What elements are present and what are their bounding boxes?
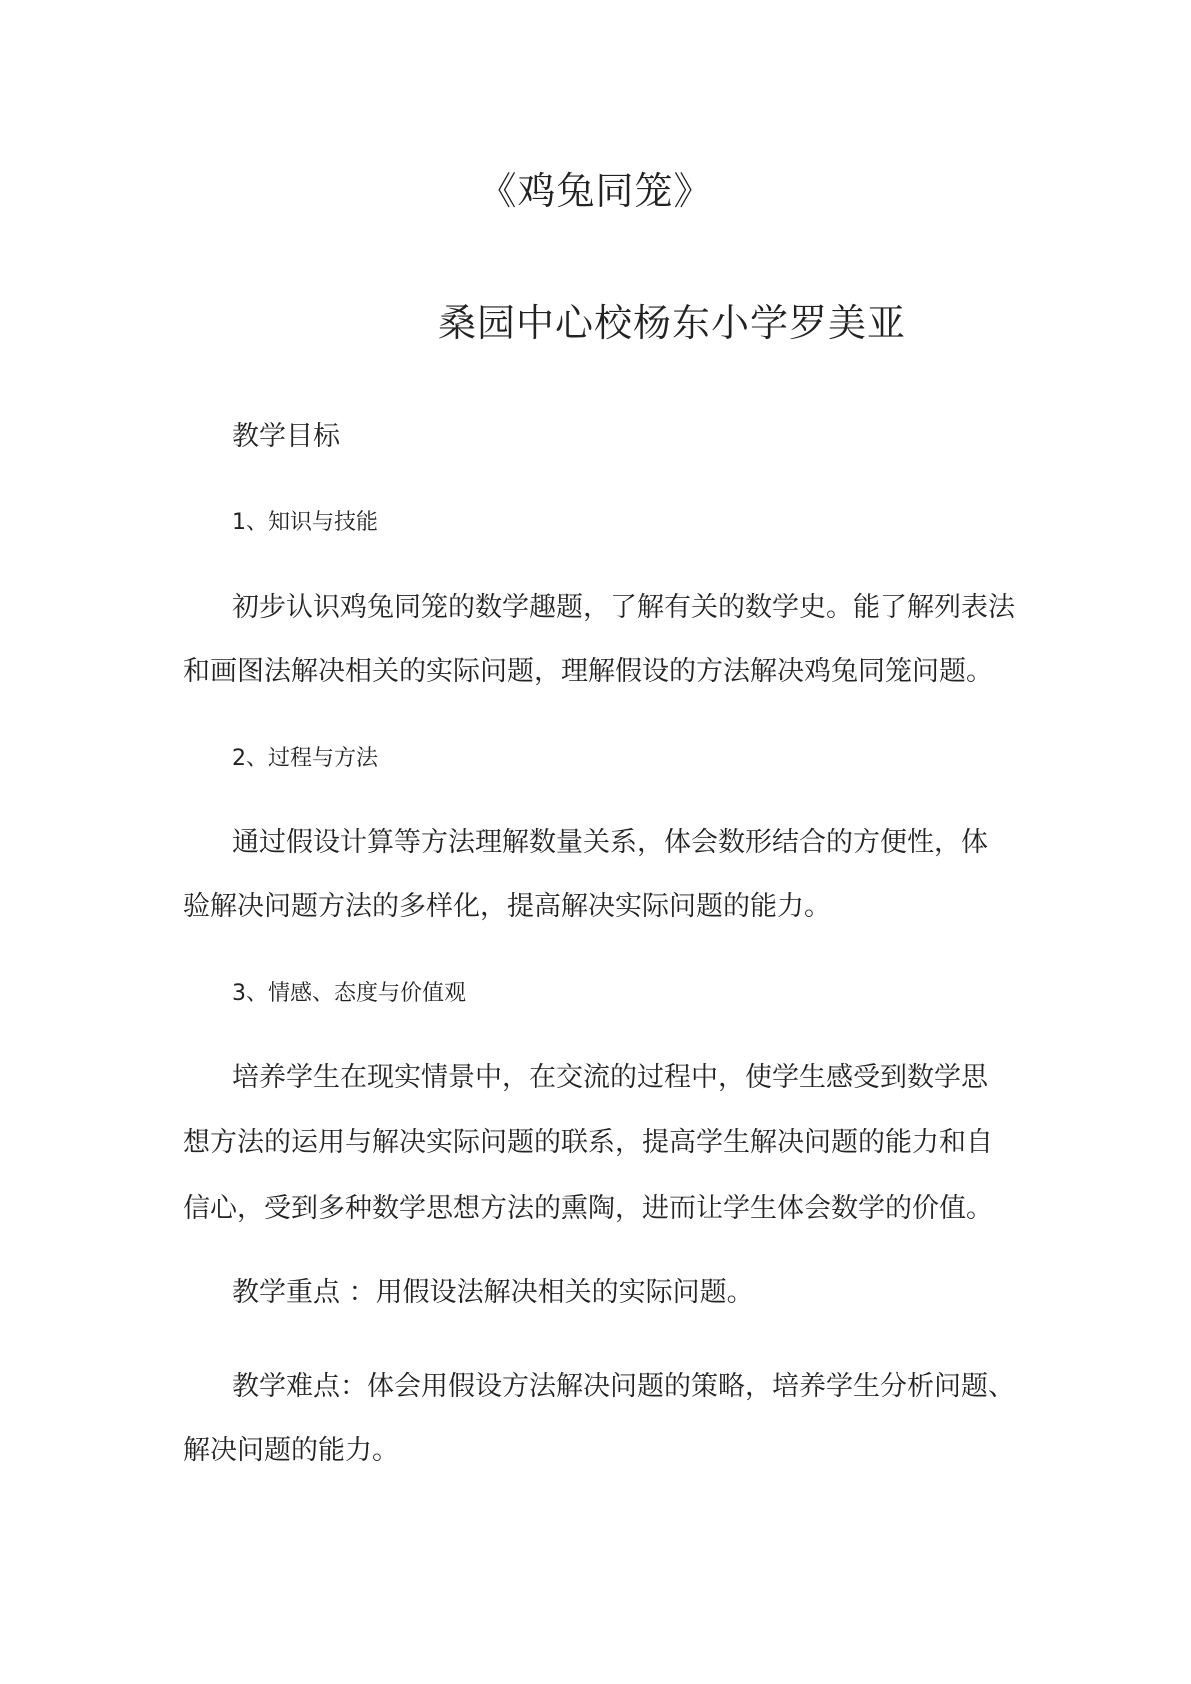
paragraph-line: 想方法的运用与解决实际问题的联系，提高学生解决问题的能力和自 <box>183 1127 993 1158</box>
paragraph-line: 通过假设计算等方法理解数量关系，体会数形结合的方便性，体 <box>232 827 988 858</box>
paragraph-line: 验解决问题方法的多样化，提高解决实际问题的能力。 <box>183 891 831 922</box>
paragraph-line: 培养学生在现实情景中，在交流的过程中，使学生感受到数学思 <box>232 1062 988 1093</box>
heading-teaching-goals: 教学目标 <box>232 421 340 452</box>
paragraph-line: 初步认识鸡兔同笼的数学趣题，了解有关的数学史。能了解列表法 <box>232 592 1015 623</box>
difficulty-line: 解决问题的能力。 <box>183 1435 399 1466</box>
key-point: 教学重点 ：用假设法解决相关的实际问题。 <box>232 1277 754 1308</box>
section-heading-attitude: 3、情感、态度与价值观 <box>232 981 466 1006</box>
section-heading-process: 2、过程与方法 <box>232 746 378 771</box>
document-title: 《鸡兔同笼》 <box>478 169 713 213</box>
paragraph-line: 和画图法解决相关的实际问题，理解假设的方法解决鸡兔同笼问题。 <box>183 656 993 687</box>
paragraph-line: 信心，受到多种数学思想方法的熏陶，进而让学生体会数学的价值。 <box>183 1193 993 1224</box>
section-heading-knowledge: 1、知识与技能 <box>232 510 378 535</box>
difficulty-line: 教学难点：体会用假设方法解决问题的策略，培养学生分析问题、 <box>232 1371 1015 1402</box>
document-author: 桑园中心校杨东小学罗美亚 <box>438 301 907 345</box>
